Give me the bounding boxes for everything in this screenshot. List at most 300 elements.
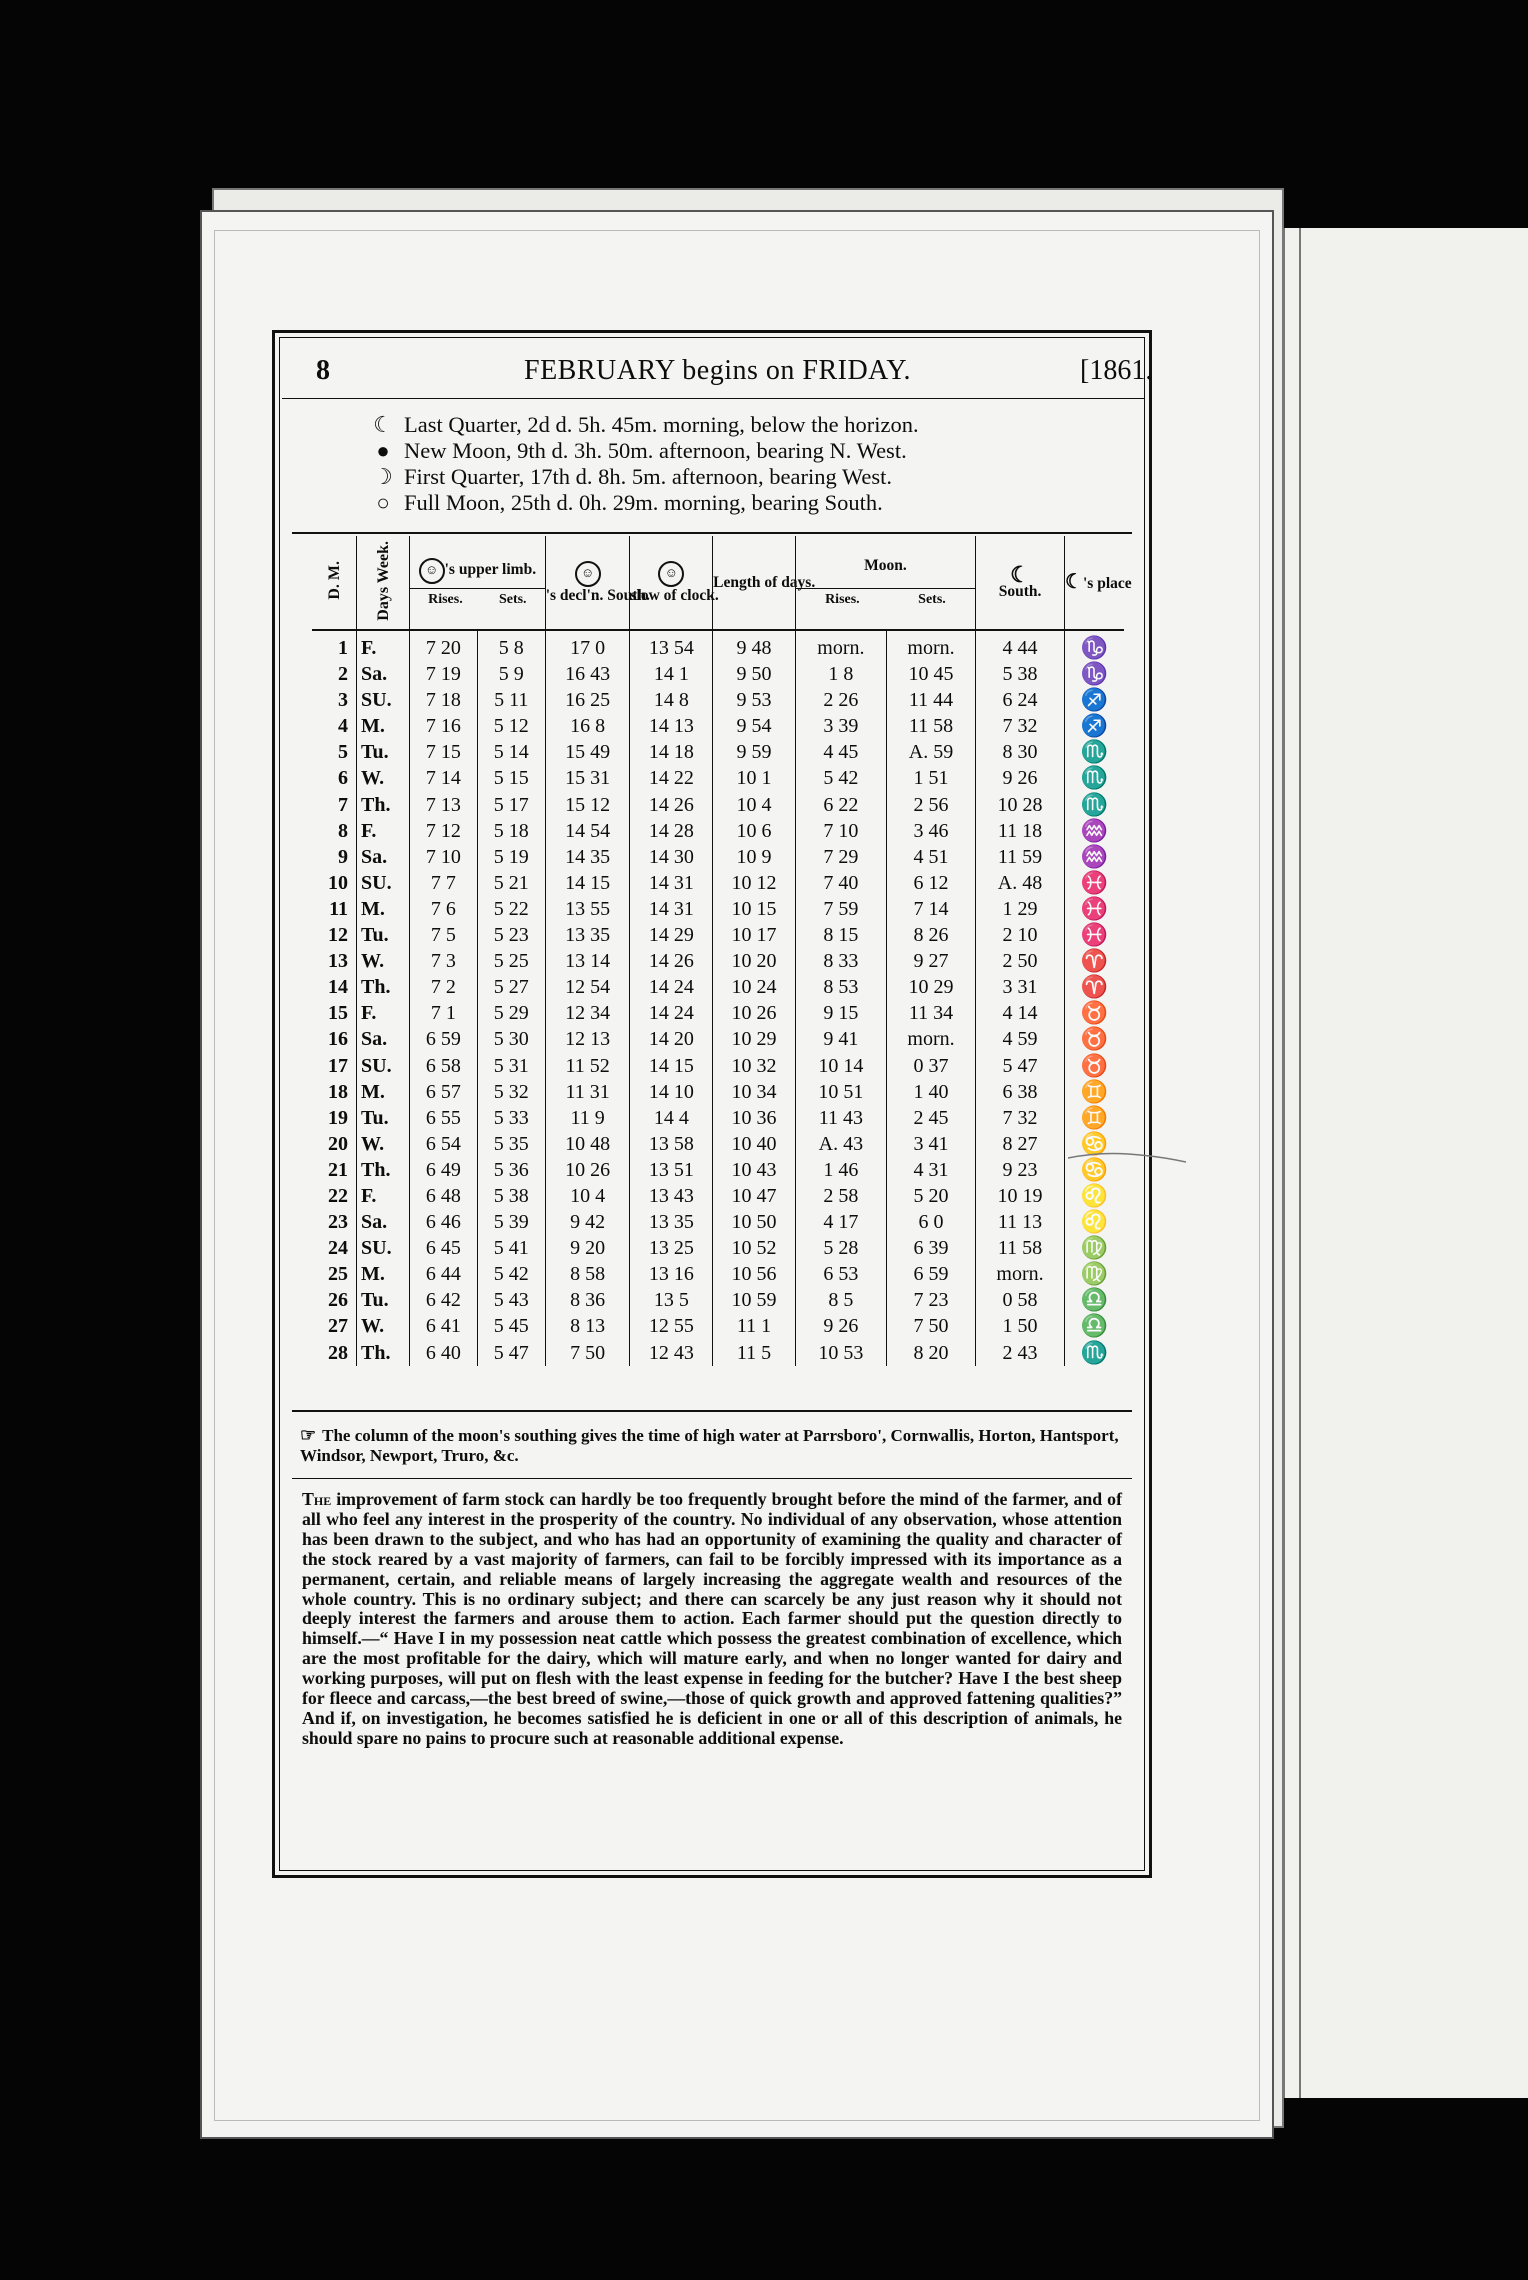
- moon-sets-cell: 11 34: [886, 1000, 975, 1026]
- moon-south-cell: 2 50: [976, 948, 1065, 974]
- declination-cell: 10 4: [545, 1183, 630, 1209]
- moon-rises-cell: 7 59: [795, 896, 886, 922]
- moon-place-cell: ♏: [1065, 739, 1124, 765]
- moon-place-cell: ♓: [1065, 870, 1124, 896]
- moon-sets-cell: 11 58: [886, 713, 975, 739]
- day-of-month-cell: 15: [328, 1002, 349, 1025]
- moon-place-cell: ♓: [1065, 896, 1124, 922]
- day-of-month-cell: 24: [328, 1237, 349, 1260]
- page-header: [40, 355, 1153, 395]
- first-quarter-icon: ☽: [373, 464, 393, 489]
- declination-cell: 13 14: [545, 948, 630, 974]
- length-of-day-cell: 10 17: [713, 922, 796, 948]
- sun-sets-cell: 5 17: [477, 792, 545, 818]
- sun-sets-cell: 5 31: [477, 1053, 545, 1079]
- sun-sets-cell: 5 14: [477, 739, 545, 765]
- sun-rises-cell: 6 55: [410, 1105, 478, 1131]
- day-of-week-cell: M.: [357, 713, 410, 739]
- sun-rises-cell: 6 49: [410, 1157, 478, 1183]
- moon-sets-cell: 6 12: [886, 870, 975, 896]
- page-year: [1861.: [1080, 355, 1153, 386]
- slow-of-clock-cell: 13 43: [630, 1183, 713, 1209]
- moon-place-cell: ♌: [1065, 1183, 1124, 1209]
- last-quarter-icon: ☾: [373, 412, 393, 437]
- table-row: [312, 713, 1124, 739]
- length-of-day-cell: 10 56: [713, 1261, 796, 1287]
- slow-of-clock-cell: 14 29: [630, 922, 713, 948]
- day-of-week-cell: Tu.: [357, 922, 410, 948]
- moon-rises-cell: 1 8: [795, 661, 886, 687]
- moon-south-cell: 5 47: [976, 1053, 1065, 1079]
- sun-sets-cell: 5 19: [477, 844, 545, 870]
- sun-sets-cell: 5 33: [477, 1105, 545, 1131]
- length-of-day-cell: 9 50: [713, 661, 796, 687]
- day-of-month-cell: 9: [338, 845, 349, 868]
- declination-cell: 15 12: [545, 792, 630, 818]
- table-row: [312, 1157, 1124, 1183]
- declination-cell: 13 55: [545, 896, 630, 922]
- slow-of-clock-cell: 13 54: [630, 630, 713, 661]
- sun-rises-cell: 7 7: [410, 870, 478, 896]
- phase-text: Last Quarter, 2d d. 5h. 45m. morning, below the horizon.: [404, 412, 919, 437]
- declination-cell: 11 9: [545, 1105, 630, 1131]
- table-row: [312, 1261, 1124, 1287]
- sun-rises-cell: 6 40: [410, 1340, 478, 1366]
- moon-place-cell: ♉: [1065, 1000, 1124, 1026]
- table-row: [312, 1287, 1124, 1313]
- pointing-hand-icon: ☞: [300, 1425, 317, 1445]
- declination-cell: 14 35: [545, 844, 630, 870]
- sun-sets-cell: 5 23: [477, 922, 545, 948]
- day-of-month-cell: 28: [328, 1341, 349, 1364]
- day-of-week-cell: Th.: [357, 1340, 410, 1366]
- length-of-day-cell: 11 5: [713, 1340, 796, 1366]
- table-row: [312, 1209, 1124, 1235]
- moon-south-cell: 8 30: [976, 739, 1065, 765]
- table-row: [312, 844, 1124, 870]
- moon-place-cell: ♋: [1065, 1157, 1124, 1183]
- note-text: The column of the moon's southing gives the time of high water at Parrsboro', Cornwallis, Horton, Hantsport, Windsor, Newport, Truro, &c.: [300, 1426, 1119, 1465]
- moon-rises-cell: 10 14: [795, 1053, 886, 1079]
- high-water-note: [300, 1425, 1130, 1466]
- moon-sets-cell: 3 41: [886, 1131, 975, 1157]
- sun-sets-cell: 5 11: [477, 687, 545, 713]
- slow-of-clock-cell: 14 24: [630, 1000, 713, 1026]
- length-of-day-cell: 10 47: [713, 1183, 796, 1209]
- day-of-week-cell: Th.: [357, 974, 410, 1000]
- length-of-day-cell: 10 36: [713, 1105, 796, 1131]
- slow-of-clock-cell: 14 13: [630, 713, 713, 739]
- sun-rises-cell: 7 5: [410, 922, 478, 948]
- length-of-day-cell: 10 24: [713, 974, 796, 1000]
- moon-south-cell: 9 26: [976, 765, 1065, 791]
- pencil-mark: [1068, 1150, 1186, 1164]
- moon-rises-cell: 10 51: [795, 1079, 886, 1105]
- declination-cell: 15 49: [545, 739, 630, 765]
- day-of-month-cell: 3: [338, 689, 349, 712]
- moon-place-cell: ♎: [1065, 1313, 1124, 1339]
- moon-south-cell: 2 10: [976, 922, 1065, 948]
- full-moon-icon: ○: [376, 490, 390, 515]
- moon-sets-cell: morn.: [886, 630, 975, 661]
- table-row: [312, 792, 1124, 818]
- col-slow-of-clock: slow of clock.: [630, 587, 719, 604]
- moon-sets-cell: 4 31: [886, 1157, 975, 1183]
- slow-of-clock-cell: 14 8: [630, 687, 713, 713]
- sun-rises-cell: 7 6: [410, 896, 478, 922]
- moon-sets-cell: 8 20: [886, 1340, 975, 1366]
- table-row: [312, 1053, 1124, 1079]
- length-of-day-cell: 10 15: [713, 896, 796, 922]
- phase-text: New Moon, 9th d. 3h. 50m. afternoon, bearing N. West.: [404, 438, 907, 463]
- moon-rises-cell: 5 28: [795, 1235, 886, 1261]
- page-title: FEBRUARY begins on FRIDAY.: [524, 355, 911, 386]
- sun-sets-cell: 5 41: [477, 1235, 545, 1261]
- sun-rises-cell: 7 16: [410, 713, 478, 739]
- day-of-month-cell: 11: [329, 897, 349, 920]
- moon-rises-cell: 4 45: [795, 739, 886, 765]
- moon-rises-cell: 2 26: [795, 687, 886, 713]
- sun-rises-cell: 7 18: [410, 687, 478, 713]
- day-of-month-cell: 25: [328, 1263, 349, 1286]
- sun-sets-cell: 5 39: [477, 1209, 545, 1235]
- moon-sets-cell: 2 56: [886, 792, 975, 818]
- table-row: [312, 1235, 1124, 1261]
- moon-south-cell: 8 27: [976, 1131, 1065, 1157]
- moon-south-cell: 9 23: [976, 1157, 1065, 1183]
- sun-sets-cell: 5 45: [477, 1313, 545, 1339]
- length-of-day-cell: 10 34: [713, 1079, 796, 1105]
- moon-place-cell: ♒: [1065, 818, 1124, 844]
- day-of-month-cell: 14: [328, 976, 349, 999]
- moon-rises-cell: 2 58: [795, 1183, 886, 1209]
- day-of-month-cell: 21: [328, 1158, 349, 1181]
- day-of-week-cell: Th.: [357, 1157, 410, 1183]
- moon-place-cell: ♑: [1065, 630, 1124, 661]
- day-of-month-cell: 8: [338, 819, 349, 842]
- essay-lead: The: [302, 1489, 332, 1509]
- moon-sets-cell: morn.: [886, 1026, 975, 1052]
- day-of-week-cell: F.: [357, 630, 410, 661]
- day-of-month-cell: 13: [328, 950, 349, 973]
- day-of-week-cell: SU.: [357, 687, 410, 713]
- table-bottom-rule: [292, 1410, 1132, 1412]
- moon-rises-cell: 4 17: [795, 1209, 886, 1235]
- slow-of-clock-cell: 12 55: [630, 1313, 713, 1339]
- slow-of-clock-cell: 14 20: [630, 1026, 713, 1052]
- moon-south-cell: 7 32: [976, 1105, 1065, 1131]
- phases-rule: [292, 532, 1132, 534]
- slow-of-clock-cell: 14 26: [630, 948, 713, 974]
- day-of-week-cell: M.: [357, 1079, 410, 1105]
- moon-south-cell: 4 59: [976, 1026, 1065, 1052]
- slow-of-clock-cell: 13 58: [630, 1131, 713, 1157]
- col-day-of-month: D. M.: [325, 561, 343, 600]
- moon-place-cell: ♐: [1065, 687, 1124, 713]
- sun-sets-cell: 5 18: [477, 818, 545, 844]
- day-of-week-cell: W.: [357, 765, 410, 791]
- declination-cell: 12 54: [545, 974, 630, 1000]
- declination-cell: 7 50: [545, 1340, 630, 1366]
- day-of-week-cell: M.: [357, 896, 410, 922]
- moon-sets-cell: 7 14: [886, 896, 975, 922]
- declination-cell: 10 48: [545, 1131, 630, 1157]
- col-moon-place: 's place: [1082, 574, 1132, 592]
- day-of-week-cell: F.: [357, 1000, 410, 1026]
- declination-cell: 16 43: [545, 661, 630, 687]
- sun-rises-cell: 6 59: [410, 1026, 478, 1052]
- moon-icon: ☾: [1010, 561, 1030, 587]
- sun-sets-cell: 5 9: [477, 661, 545, 687]
- moon-place-cell: ♌: [1065, 1209, 1124, 1235]
- day-of-week-cell: W.: [357, 1313, 410, 1339]
- col-sun-sets: Sets.: [498, 591, 527, 607]
- sun-rises-cell: 6 45: [410, 1235, 478, 1261]
- header-rule: [282, 398, 1144, 399]
- length-of-day-cell: 9 54: [713, 713, 796, 739]
- moon-rises-cell: 7 40: [795, 870, 886, 896]
- table-row: [312, 1026, 1124, 1052]
- moon-south-cell: 6 24: [976, 687, 1065, 713]
- declination-cell: 8 13: [545, 1313, 630, 1339]
- slow-of-clock-cell: 13 35: [630, 1209, 713, 1235]
- sun-sets-cell: 5 47: [477, 1340, 545, 1366]
- phase-row: [370, 464, 1130, 490]
- new-moon-icon: ●: [376, 438, 390, 463]
- slow-of-clock-cell: 14 24: [630, 974, 713, 1000]
- col-length-of-days: Length of days.: [713, 574, 816, 591]
- declination-cell: 12 34: [545, 1000, 630, 1026]
- day-of-month-cell: 19: [328, 1106, 349, 1129]
- slow-of-clock-cell: 14 10: [630, 1079, 713, 1105]
- day-of-week-cell: Sa.: [357, 1209, 410, 1235]
- calendar-body: [312, 630, 1124, 1366]
- moon-sets-cell: 6 59: [886, 1261, 975, 1287]
- sun-sets-cell: 5 38: [477, 1183, 545, 1209]
- table-row: [312, 896, 1124, 922]
- col-day-of-week: Days Week.: [374, 540, 392, 621]
- declination-cell: 8 36: [545, 1287, 630, 1313]
- phase-row: [370, 490, 1130, 516]
- day-of-week-cell: Tu.: [357, 1105, 410, 1131]
- day-of-week-cell: W.: [357, 1131, 410, 1157]
- sun-sets-cell: 5 8: [477, 630, 545, 661]
- moon-south-cell: 0 58: [976, 1287, 1065, 1313]
- moon-sets-cell: 10 29: [886, 974, 975, 1000]
- day-of-week-cell: F.: [357, 1183, 410, 1209]
- moon-south-cell: 6 38: [976, 1079, 1065, 1105]
- moon-south-cell: 2 43: [976, 1340, 1065, 1366]
- sun-sets-cell: 5 15: [477, 765, 545, 791]
- slow-of-clock-cell: 13 16: [630, 1261, 713, 1287]
- declination-cell: 11 31: [545, 1079, 630, 1105]
- declination-cell: 8 58: [545, 1261, 630, 1287]
- day-of-month-cell: 4: [338, 715, 349, 738]
- day-of-month-cell: 6: [338, 767, 349, 790]
- sun-rises-cell: 7 1: [410, 1000, 478, 1026]
- moon-south-cell: 11 58: [976, 1235, 1065, 1261]
- moon-sets-cell: 4 51: [886, 844, 975, 870]
- day-of-week-cell: W.: [357, 948, 410, 974]
- sun-sets-cell: 5 42: [477, 1261, 545, 1287]
- moon-sets-cell: A. 59: [886, 739, 975, 765]
- moon-rises-cell: 8 53: [795, 974, 886, 1000]
- moon-rises-cell: 6 22: [795, 792, 886, 818]
- moon-sets-cell: 11 44: [886, 687, 975, 713]
- table-row: [312, 739, 1124, 765]
- declination-cell: 15 31: [545, 765, 630, 791]
- sun-rises-cell: 6 57: [410, 1079, 478, 1105]
- slow-of-clock-cell: 14 31: [630, 870, 713, 896]
- moon-rises-cell: 9 26: [795, 1313, 886, 1339]
- length-of-day-cell: 9 53: [713, 687, 796, 713]
- sun-sets-cell: 5 35: [477, 1131, 545, 1157]
- slow-of-clock-cell: 13 5: [630, 1287, 713, 1313]
- slow-of-clock-cell: 14 1: [630, 661, 713, 687]
- moon-south-cell: 4 14: [976, 1000, 1065, 1026]
- moon-rises-cell: 6 53: [795, 1261, 886, 1287]
- moon-rises-cell: 5 42: [795, 765, 886, 791]
- declination-cell: 9 20: [545, 1235, 630, 1261]
- sun-rises-cell: 6 46: [410, 1209, 478, 1235]
- slow-of-clock-cell: 13 25: [630, 1235, 713, 1261]
- table-row: [312, 870, 1124, 896]
- moon-rises-cell: 11 43: [795, 1105, 886, 1131]
- declination-cell: 17 0: [545, 630, 630, 661]
- length-of-day-cell: 10 6: [713, 818, 796, 844]
- slow-of-clock-cell: 14 30: [630, 844, 713, 870]
- moon-place-cell: ♉: [1065, 1026, 1124, 1052]
- moon-place-cell: ♊: [1065, 1105, 1124, 1131]
- day-of-month-cell: 27: [328, 1315, 349, 1338]
- sun-rises-cell: 7 20: [410, 630, 478, 661]
- day-of-week-cell: Th.: [357, 792, 410, 818]
- phase-text: Full Moon, 25th d. 0h. 29m. morning, bearing South.: [404, 490, 883, 515]
- declination-cell: 11 52: [545, 1053, 630, 1079]
- day-of-week-cell: SU.: [357, 870, 410, 896]
- moon-south-cell: 11 13: [976, 1209, 1065, 1235]
- slow-of-clock-cell: 13 51: [630, 1157, 713, 1183]
- declination-cell: 16 8: [545, 713, 630, 739]
- phase-row: [370, 438, 1130, 464]
- declination-cell: 16 25: [545, 687, 630, 713]
- length-of-day-cell: 10 32: [713, 1053, 796, 1079]
- moon-place-cell: ♍: [1065, 1235, 1124, 1261]
- day-of-month-cell: 26: [328, 1289, 349, 1312]
- sun-sets-cell: 5 32: [477, 1079, 545, 1105]
- day-of-week-cell: SU.: [357, 1235, 410, 1261]
- day-of-month-cell: 18: [328, 1080, 349, 1103]
- moon-sets-cell: 7 50: [886, 1313, 975, 1339]
- day-of-month-cell: 5: [338, 741, 349, 764]
- day-of-week-cell: Sa.: [357, 1026, 410, 1052]
- phase-row: [370, 412, 1130, 438]
- col-moon-sets: Sets.: [918, 592, 946, 607]
- sun-icon: ☺: [419, 558, 445, 584]
- day-of-week-cell: F.: [357, 818, 410, 844]
- moon-rises-cell: 3 39: [795, 713, 886, 739]
- moon-place-cell: ♐: [1065, 713, 1124, 739]
- day-of-month-cell: 20: [328, 1132, 349, 1155]
- moon-sets-cell: 10 45: [886, 661, 975, 687]
- day-of-month-cell: 23: [328, 1211, 349, 1234]
- sun-rises-cell: 7 12: [410, 818, 478, 844]
- moon-place-cell: ♈: [1065, 974, 1124, 1000]
- moon-place-cell: ♉: [1065, 1053, 1124, 1079]
- sun-rises-cell: 6 54: [410, 1131, 478, 1157]
- moon-sets-cell: 2 45: [886, 1105, 975, 1131]
- sun-sets-cell: 5 21: [477, 870, 545, 896]
- moon-south-cell: 3 31: [976, 974, 1065, 1000]
- moon-place-cell: ♏: [1065, 792, 1124, 818]
- day-of-month-cell: 17: [328, 1054, 349, 1077]
- length-of-day-cell: 9 48: [713, 630, 796, 661]
- declination-cell: 9 42: [545, 1209, 630, 1235]
- length-of-day-cell: 10 26: [713, 1000, 796, 1026]
- length-of-day-cell: 10 9: [713, 844, 796, 870]
- table-row: [312, 661, 1124, 687]
- moon-place-cell: ♎: [1065, 1287, 1124, 1313]
- moon-sets-cell: 1 51: [886, 765, 975, 791]
- moon-rises-cell: 7 29: [795, 844, 886, 870]
- sun-rises-cell: 7 14: [410, 765, 478, 791]
- moon-south-cell: 1 50: [976, 1313, 1065, 1339]
- sun-rises-cell: 7 19: [410, 661, 478, 687]
- day-of-week-cell: Sa.: [357, 844, 410, 870]
- moon-place-cell: ♏: [1065, 765, 1124, 791]
- sun-icon: ☺: [575, 561, 601, 587]
- length-of-day-cell: 10 12: [713, 870, 796, 896]
- table-row: [312, 818, 1124, 844]
- day-of-week-cell: SU.: [357, 1053, 410, 1079]
- day-of-month-cell: 7: [338, 793, 349, 816]
- moon-sets-cell: 1 40: [886, 1079, 975, 1105]
- moon-rises-cell: 8 33: [795, 948, 886, 974]
- moon-south-cell: 1 29: [976, 896, 1065, 922]
- declination-cell: 12 13: [545, 1026, 630, 1052]
- moon-place-cell: ♈: [1065, 948, 1124, 974]
- col-sun-rises: Rises.: [428, 591, 463, 607]
- sun-icon: ☺: [658, 561, 684, 587]
- day-of-month-cell: 12: [328, 924, 349, 947]
- sun-rises-cell: 6 48: [410, 1183, 478, 1209]
- table-row: [312, 1183, 1124, 1209]
- table-row: [312, 1105, 1124, 1131]
- table-row: [312, 1131, 1124, 1157]
- slow-of-clock-cell: 14 26: [630, 792, 713, 818]
- table-row: [312, 1000, 1124, 1026]
- moon-place-cell: ♓: [1065, 922, 1124, 948]
- sun-rises-cell: 6 42: [410, 1287, 478, 1313]
- sun-rises-cell: 6 44: [410, 1261, 478, 1287]
- sun-rises-cell: 7 13: [410, 792, 478, 818]
- moon-place-cell: ♏: [1065, 1340, 1124, 1366]
- moon-rises-cell: 9 15: [795, 1000, 886, 1026]
- length-of-day-cell: 11 1: [713, 1313, 796, 1339]
- table-row: [312, 1313, 1124, 1339]
- day-of-month-cell: 16: [328, 1028, 349, 1051]
- moon-rises-cell: A. 43: [795, 1131, 886, 1157]
- day-of-week-cell: Tu.: [357, 1287, 410, 1313]
- length-of-day-cell: 10 29: [713, 1026, 796, 1052]
- sun-sets-cell: 5 29: [477, 1000, 545, 1026]
- table-row: [312, 1340, 1124, 1366]
- sun-sets-cell: 5 25: [477, 948, 545, 974]
- moon-sets-cell: 5 20: [886, 1183, 975, 1209]
- table-row: [312, 974, 1124, 1000]
- declination-cell: 13 35: [545, 922, 630, 948]
- slow-of-clock-cell: 14 22: [630, 765, 713, 791]
